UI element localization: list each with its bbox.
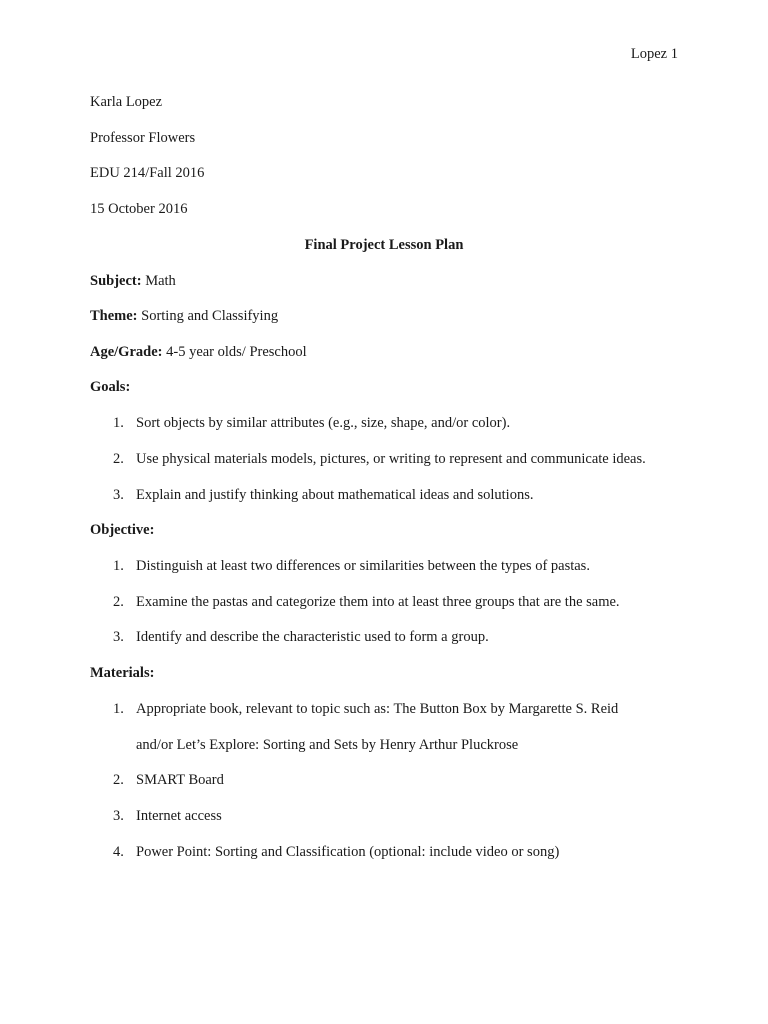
objective-item: Identify and describe the characteristic used to form a group. bbox=[136, 629, 489, 645]
material-item: Appropriate book, relevant to topic such as: The Button Box by Margarette S. Reid bbox=[136, 701, 619, 717]
theme-value: Sorting and Classifying bbox=[137, 308, 279, 324]
material-number: 4. bbox=[113, 844, 124, 860]
subject-value: Math bbox=[141, 273, 176, 289]
age-grade-label: Age/Grade: bbox=[90, 344, 163, 360]
objective-heading: Objective: bbox=[90, 522, 155, 538]
goal-number: 3. bbox=[113, 487, 124, 503]
material-number: 2. bbox=[113, 772, 124, 788]
objective-number: 2. bbox=[113, 594, 124, 610]
goal-item: Sort objects by similar attributes (e.g., size, shape, and/or color). bbox=[136, 415, 511, 431]
material-number: 1. bbox=[113, 701, 124, 717]
goals-heading: Goals: bbox=[90, 379, 131, 395]
goal-number: 1. bbox=[113, 415, 124, 431]
page-header-label: Lopez 1 bbox=[630, 46, 678, 62]
objective-item: Examine the pastas and categorize them into at least three groups that are the same. bbox=[136, 594, 620, 610]
objective-item: Distinguish at least two differences or similarities between the types of pastas. bbox=[136, 558, 590, 574]
student-name: Karla Lopez bbox=[90, 94, 163, 110]
goal-item: Use physical materials models, pictures, or writing to represent and communicate ideas. bbox=[136, 451, 646, 467]
materials-heading: Materials: bbox=[90, 665, 155, 681]
goal-item: Explain and justify thinking about mathematical ideas and solutions. bbox=[136, 487, 534, 503]
material-number: 3. bbox=[113, 808, 124, 824]
subject-label: Subject: bbox=[90, 273, 142, 289]
document-date: 15 October 2016 bbox=[90, 201, 188, 217]
professor-name: Professor Flowers bbox=[90, 130, 196, 146]
material-item-continuation: and/or Let’s Explore: Sorting and Sets by Henry Arthur Pluckrose bbox=[136, 737, 519, 753]
material-item: Internet access bbox=[136, 808, 222, 824]
document-title: Final Project Lesson Plan bbox=[304, 237, 464, 253]
age-grade-field bbox=[90, 344, 307, 361]
course-info: EDU 214/Fall 2016 bbox=[90, 165, 205, 181]
subject-field bbox=[90, 273, 176, 290]
age-grade-value: 4-5 year olds/ Preschool bbox=[162, 344, 307, 360]
material-item: SMART Board bbox=[136, 772, 224, 788]
goal-number: 2. bbox=[113, 451, 124, 467]
material-item: Power Point: Sorting and Classification (optional: include video or song) bbox=[136, 844, 560, 860]
objective-number: 1. bbox=[113, 558, 124, 574]
theme-label: Theme: bbox=[90, 308, 138, 324]
theme-field bbox=[90, 308, 278, 325]
objective-number: 3. bbox=[113, 629, 124, 645]
